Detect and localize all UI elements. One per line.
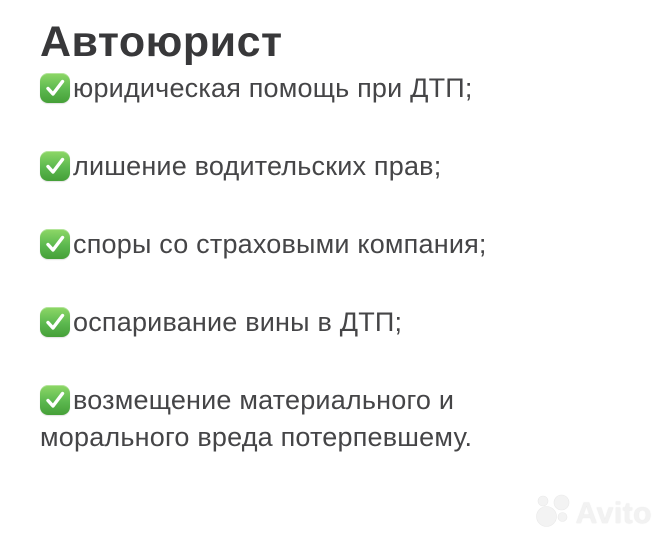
check-mark-icon [40, 385, 70, 415]
check-mark-icon [40, 307, 70, 337]
avito-watermark [536, 493, 652, 534]
list-item-text: споры со страховыми компания; [73, 229, 487, 259]
list-item-text: юридическая помощь при ДТП; [73, 73, 473, 103]
list-item-text-line1: возмещение материального и [73, 385, 455, 415]
check-mark-icon [40, 73, 70, 103]
list-item [40, 70, 530, 107]
list-item [40, 148, 530, 185]
list-item [40, 382, 530, 456]
check-mark-icon [40, 151, 70, 181]
list-item-text: оспаривание вины в ДТП; [73, 307, 403, 337]
list-item-text-line2: морального вреда потерпевшему. [40, 422, 473, 452]
list-item [40, 226, 530, 263]
page-title: Автоюрист [40, 18, 283, 66]
avito-brand-text: Avito [575, 496, 652, 530]
list-item-text: лишение водительских прав; [73, 151, 442, 181]
avito-dots-logo-icon [536, 493, 572, 534]
check-mark-icon [40, 229, 70, 259]
list-item [40, 304, 530, 341]
